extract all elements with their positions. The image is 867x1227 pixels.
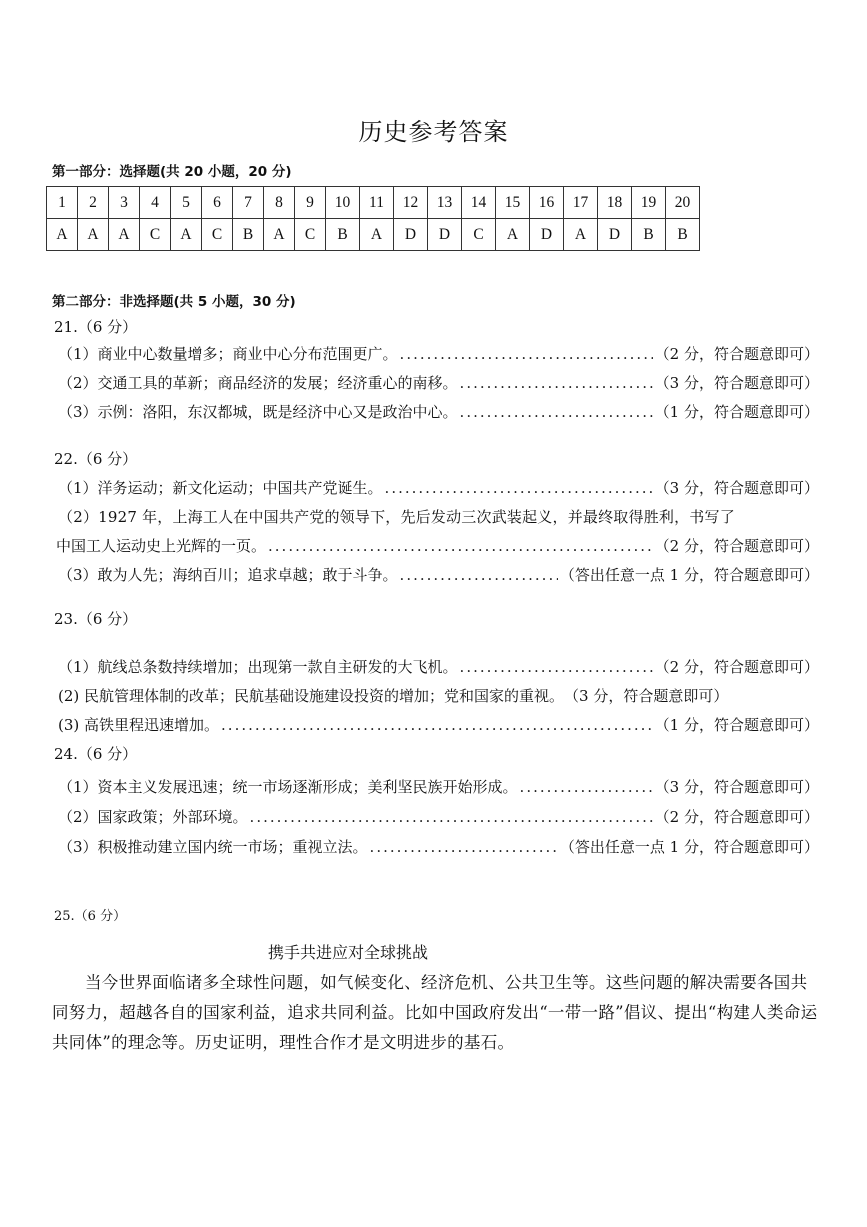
answer-points: （1 分，符合题意即可） [654,403,819,421]
answer-points: （2 分，符合题意即可） [654,537,819,555]
answer-text: （2）1927 年，上海工人在中国共产党的领导下，先后发动三次武装起义，并最终取得胜利，书写了 [58,508,735,526]
answer-points: （3 分，符合题意即可） [564,687,729,705]
q24-heading: 24.（6 分） [54,745,138,763]
q24-answer-3 [58,836,819,857]
question-number: 2 [78,187,109,219]
answer-points: （3 分，符合题意即可） [654,374,819,392]
answer-points: （3 分，符合题意即可） [654,479,819,497]
q23-answer-1 [58,656,819,677]
answer-points: （2 分，符合题意即可） [654,658,819,676]
leader-dots [268,537,653,555]
answer-cell: B [666,219,700,251]
answer-cell: D [428,219,462,251]
answer-points: （2 分，符合题意即可） [654,808,819,826]
leader-dots [221,716,653,734]
answer-cell: A [360,219,394,251]
question-number: 16 [530,187,564,219]
answer-table [46,186,700,251]
part2-heading: 第二部分：非选择题(共 5 小题，30 分) [52,294,296,310]
leader-dots [460,658,653,676]
answer-text: （1）航线总条数持续增加；出现第一款自主研发的大飞机。 [58,658,458,676]
q21-answer-3 [58,401,819,422]
question-number: 1 [47,187,78,219]
answer-cell: A [564,219,598,251]
answer-cell: B [326,219,360,251]
answer-cell: A [47,219,78,251]
answer-cell: A [78,219,109,251]
answer-text: （3）敢为人先；海纳百川；追求卓越；敢于斗争。 [58,566,398,584]
leader-dots [385,479,653,497]
q21-answer-2 [58,372,819,393]
essay-title: 携手共进应对全球挑战 [268,943,429,962]
leader-dots [370,838,558,856]
q21-answer-1 [58,343,819,364]
leader-dots [460,403,653,421]
question-number: 5 [171,187,202,219]
leader-dots [400,566,558,584]
q22-heading: 22.（6 分） [54,450,138,468]
answer-cell: D [598,219,632,251]
q22-answer-2a [58,506,819,527]
answer-text: 中国工人运动史上光辉的一页。 [56,537,267,555]
answer-text: （1）商业中心数量增多；商业中心分布范围更广。 [58,345,398,363]
leader-dots [400,345,653,363]
answer-text: （3）示例：洛阳，东汉都城，既是经济中心又是政治中心。 [58,403,458,421]
answer-points: （2 分，符合题意即可） [654,345,819,363]
answer-cell: A [109,219,140,251]
answer-cell: C [462,219,496,251]
page-title: 历史参考答案 [358,118,509,146]
answer-cell: D [530,219,564,251]
q24-answer-1 [58,776,819,797]
answer-cell: C [295,219,326,251]
q25-heading: 25.（6 分） [54,909,127,924]
answer-points: （答出任意一点 1 分，符合题意即可） [559,566,819,584]
question-number: 14 [462,187,496,219]
question-number: 11 [360,187,394,219]
q24-answer-2 [58,806,819,827]
leader-dots [460,374,653,392]
answer-text: (2) 民航管理体制的改革；民航基础设施建设投资的增加；党和国家的重视。 [58,687,565,705]
question-number: 6 [202,187,233,219]
question-number: 15 [496,187,530,219]
answer-cell: A [264,219,295,251]
answer-text: （2）交通工具的革新；商品经济的发展；经济重心的南移。 [58,374,458,392]
answer-cell: C [202,219,233,251]
question-number: 18 [598,187,632,219]
answer-cell: D [394,219,428,251]
question-number: 8 [264,187,295,219]
part1-heading: 第一部分：选择题(共 20 小题，20 分) [52,164,292,180]
answer-cell: A [496,219,530,251]
q22-answer-2b [56,535,819,556]
question-number: 13 [428,187,462,219]
leader-dots [250,808,653,826]
answer-points: （1 分，符合题意即可） [654,716,819,734]
answer-cell: B [632,219,666,251]
answer-cell: B [233,219,264,251]
question-number: 9 [295,187,326,219]
answer-text: (3) 高铁里程迅速增加。 [58,716,220,734]
answer-cell: A [171,219,202,251]
q23-answer-2 [58,685,819,706]
q23-answer-3 [58,714,819,735]
question-number: 12 [394,187,428,219]
question-number: 3 [109,187,140,219]
answer-table-answer-row [47,219,700,251]
answer-points: （答出任意一点 1 分，符合题意即可） [559,838,819,856]
q21-heading: 21.（6 分） [54,318,138,336]
question-number: 19 [632,187,666,219]
answer-text: （1）洋务运动；新文化运动；中国共产党诞生。 [58,479,383,497]
q22-answer-1 [58,477,819,498]
essay-paragraph: 当今世界面临诸多全球性问题，如气候变化、经济危机、公共卫生等。这些问题的解决需要各国共同努力，超越各自的国家利益，追求共同利益。比如中国政府发出“一带一路”倡议、提出“构建人类命运共同体”的理念等。历史证明，理性合作才是文明进步的基石。 [52,973,818,1052]
leader-dots [520,778,653,796]
question-number: 20 [666,187,700,219]
answer-text: （1）资本主义发展迅速；统一市场逐渐形成；美利坚民族开始形成。 [58,778,518,796]
question-number: 7 [233,187,264,219]
answer-table-number-row [47,187,700,219]
q23-heading: 23.（6 分） [54,610,138,628]
question-number: 4 [140,187,171,219]
question-number: 17 [564,187,598,219]
answer-cell: C [140,219,171,251]
answer-text: （3）积极推动建立国内统一市场；重视立法。 [58,838,368,856]
question-number: 10 [326,187,360,219]
answer-text: （2）国家政策；外部环境。 [58,808,248,826]
q22-answer-3 [58,564,819,585]
answer-points: （3 分，符合题意即可） [654,778,819,796]
